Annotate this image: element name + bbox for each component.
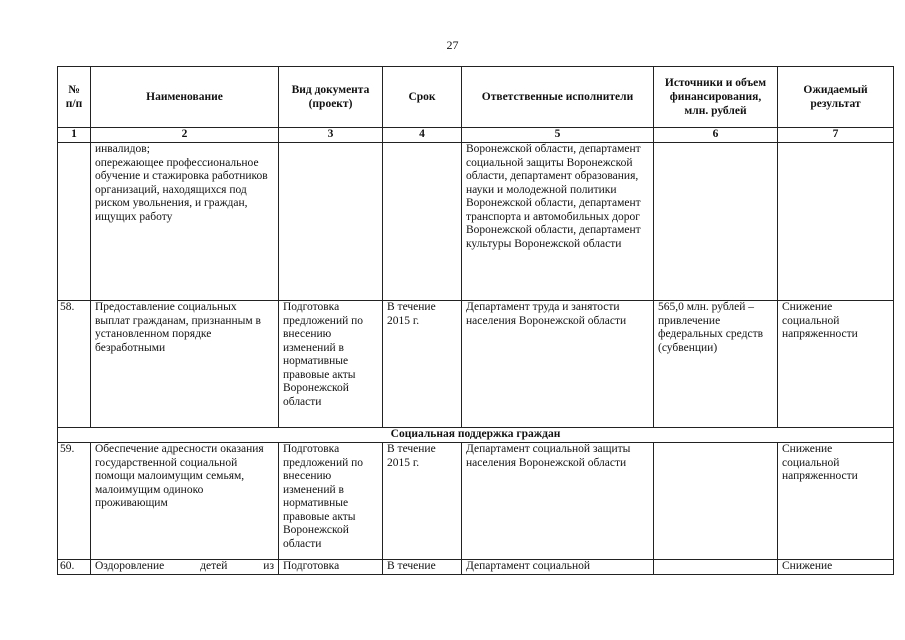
cell-result bbox=[778, 143, 894, 301]
cell-doc-type: Подготовка bbox=[279, 560, 383, 575]
cell-term: В течение 2015 г. bbox=[383, 301, 462, 428]
header-funding: Источники и объем финансирования, млн. рублей bbox=[654, 67, 778, 128]
cell-funding bbox=[654, 143, 778, 301]
header-num: № п/п bbox=[58, 67, 91, 128]
cell-doc-type: Подготовка предложений по внесению изменений в нормативные правовые акты Воронежской области bbox=[279, 443, 383, 560]
cell-executors: Департамент социальной bbox=[462, 560, 654, 575]
cell-executors: Департамент труда и занятости населения Воронежской области bbox=[462, 301, 654, 428]
page-number: 27 bbox=[446, 38, 459, 52]
column-number: 6 bbox=[654, 128, 778, 143]
cell-funding bbox=[654, 560, 778, 575]
header-executors: Ответственные исполнители bbox=[462, 67, 654, 128]
cell-result: Снижение bbox=[778, 560, 894, 575]
cell-executors: Департамент социальной защиты населения Воронежской области bbox=[462, 443, 654, 560]
column-number: 4 bbox=[383, 128, 462, 143]
cell-num bbox=[58, 143, 91, 301]
header-result: Ожидаемый результат bbox=[778, 67, 894, 128]
cell-term: В течение 2015 г. bbox=[383, 443, 462, 560]
column-number-row bbox=[58, 128, 894, 143]
cell-name: Оздоровление детей из bbox=[91, 560, 279, 575]
cell-funding: 565,0 млн. рублей – привлечение федеральных средств (субвенции) bbox=[654, 301, 778, 428]
action-plan-table bbox=[57, 66, 894, 575]
section-title: Социальная поддержка граждан bbox=[58, 428, 894, 443]
column-number: 5 bbox=[462, 128, 654, 143]
cell-result: Снижение социальной напряженности bbox=[778, 443, 894, 560]
cell-doc-type: Подготовка предложений по внесению изменений в нормативные правовые акты Воронежской области bbox=[279, 301, 383, 428]
cell-num: 60. bbox=[58, 560, 91, 575]
cell-name: инвалидов; опережающее профессиональное обучение и стажировка работников организаций, находящихся под риском увольнения, и граждан, ищущих работу bbox=[91, 143, 279, 301]
cell-funding bbox=[654, 443, 778, 560]
cell-name: Обеспечение адресности оказания государственной социальной помощи малоимущим семьям, малоимущим одиноко проживающим bbox=[91, 443, 279, 560]
cell-name: Предоставление социальных выплат гражданам, признанным в установленном порядке безработными bbox=[91, 301, 279, 428]
column-number: 2 bbox=[91, 128, 279, 143]
cell-term bbox=[383, 143, 462, 301]
cell-executors: Воронежской области, департамент социальной защиты Воронежской области, департамент образования, науки и молодежной политики Воронежской области, департамент транспорта и автомобильных дорог Воронежской области, департамент культуры Воронежской области bbox=[462, 143, 654, 301]
table-row bbox=[58, 443, 894, 560]
table-row bbox=[58, 301, 894, 428]
table-row bbox=[58, 560, 894, 575]
cell-result: Снижение социальной напряженности bbox=[778, 301, 894, 428]
column-number: 3 bbox=[279, 128, 383, 143]
table-row bbox=[58, 143, 894, 301]
section-row bbox=[58, 428, 894, 443]
header-doc-type: Вид документа (проект) bbox=[279, 67, 383, 128]
column-number: 1 bbox=[58, 128, 91, 143]
cell-doc-type bbox=[279, 143, 383, 301]
header-term: Срок bbox=[383, 67, 462, 128]
header-row bbox=[58, 67, 894, 128]
header-name: Наименование bbox=[91, 67, 279, 128]
cell-term: В течение bbox=[383, 560, 462, 575]
cell-num: 59. bbox=[58, 443, 91, 560]
column-number: 7 bbox=[778, 128, 894, 143]
cell-num: 58. bbox=[58, 301, 91, 428]
